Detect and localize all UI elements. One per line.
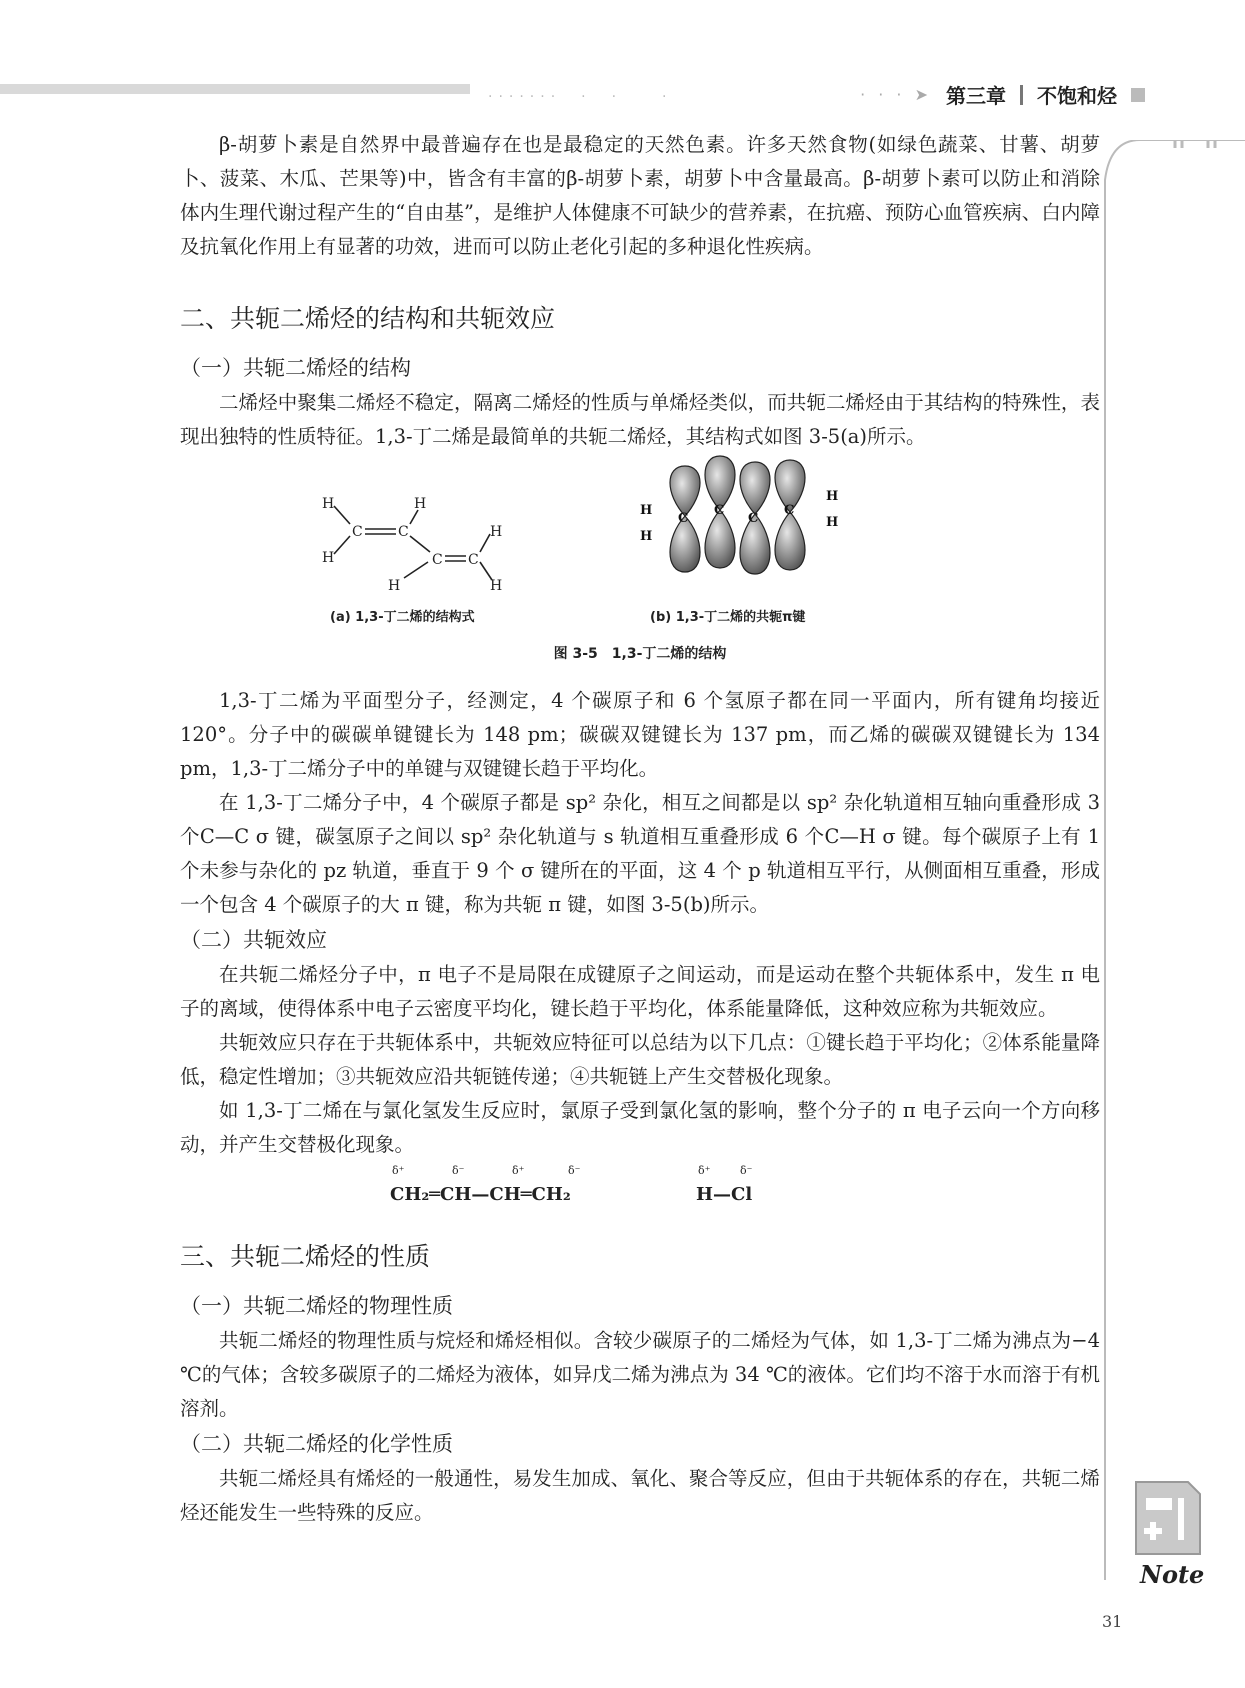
delta-minus-hcl: δ⁻ — [740, 1164, 753, 1177]
equation-butadiene: CH₂═CH—CH═CH₂ — [390, 1184, 571, 1205]
equation-hcl: H—Cl — [696, 1184, 753, 1205]
svg-text:C: C — [468, 552, 479, 568]
margin-curve — [1100, 140, 1245, 1580]
figure-title: 图 3-5 1,3-丁二烯的结构 — [553, 646, 727, 662]
header-separator — [1020, 85, 1023, 105]
note-icon — [1128, 1478, 1204, 1558]
subsection-4-heading: （二）共轭二烯烃的化学性质 — [180, 1432, 453, 1456]
delta-plus-2: δ⁺ — [512, 1164, 525, 1177]
svg-text:C: C — [784, 503, 795, 518]
svg-text:H: H — [490, 578, 503, 594]
page-number: 31 — [1102, 1612, 1123, 1631]
svg-text:H: H — [826, 489, 839, 504]
subsection-3-heading: （一）共轭二烯烃的物理性质 — [180, 1294, 453, 1318]
conjugation-example: 如 1,3-丁二烯在与氯化氢发生反应时，氯原子受到氯化氢的影响，整个分子的 π 电子云向一个方向移动，并产生交替极化现象。 — [180, 1099, 1100, 1156]
svg-text:H: H — [826, 515, 839, 530]
paragraph-butadiene-geometry: 1,3-丁二烯为平面型分子，经测定，4 个碳原子和 6 个氢原子都在同一平面内，所有键角均接近 120°。分子中的碳碳单键键长为 148 pm；碳碳双键键长为 137 pm，而乙烯的碳碳双键键长为 134 pm，1,3-丁二烯分子中的单键与双键键长趋于平均化。 — [180, 689, 1100, 780]
section-2-heading: 二、共轭二烯烃的结构和共轭效应 — [180, 304, 556, 333]
conjugation-definition: 在共轭二烯烃分子中，π 电子不是局限在成键原子之间运动，而是运动在整个共轭体系中，发生 π 电子的离域，使得体系中电子云密度平均化，键长趋于平均化，体系能量降低，这种效应称为共轭效应。 — [180, 963, 1100, 1020]
figure-3-5 — [180, 454, 1100, 684]
subsection-1-heading: （一）共轭二烯烃的结构 — [180, 356, 411, 380]
note-label: Note — [1140, 1560, 1205, 1589]
figure-caption-a: (a) 1,3-丁二烯的结构式 — [330, 610, 475, 625]
svg-text:H: H — [414, 496, 427, 512]
svg-text:C: C — [678, 511, 689, 526]
atom-h: H — [322, 496, 335, 512]
chapter-label: 第三章 — [946, 84, 1006, 108]
svg-text:H: H — [388, 578, 401, 594]
header-arrow-icon: · · · ➤ — [860, 85, 932, 104]
header-decor-dots: ······· · · · — [488, 89, 673, 105]
svg-text:C: C — [748, 511, 759, 526]
svg-text:C: C — [714, 503, 725, 518]
intro-paragraph: β-胡萝卜素是自然界中最普遍存在也是最稳定的天然色素。许多天然食物(如绿色蔬菜、甘薯、胡萝卜、菠菜、木瓜、芒果等)中，皆含有丰富的β-胡萝卜素，胡萝卜中含量最高。β-胡萝卜素可以防止和消除体内生理代谢过程产生的“自由基”，是维护人体健康不可缺少的营养素，在抗癌、预防心血管疾病、白内障及抗氧化作用上有显著的功效，进而可以防止老化引起的多种退化性疾病。 — [180, 133, 1100, 258]
delta-minus-1: δ⁻ — [452, 1164, 465, 1177]
svg-text:H: H — [490, 524, 503, 540]
running-header — [860, 80, 1145, 109]
section-3-heading: 三、共轭二烯烃的性质 — [180, 1242, 431, 1271]
svg-text:C: C — [352, 524, 363, 540]
header-decor-bar — [0, 84, 470, 94]
physical-properties-paragraph: 共轭二烯烃的物理性质与烷烃和烯烃相似。含较少碳原子的二烯烃为气体，如 1,3-丁二烯为沸点为−4 ℃的气体；含较多碳原子的二烯烃为液体，如异戊二烯为沸点为 34 ℃的液体。它们均不溶于水而溶于有机溶剂。 — [180, 1329, 1100, 1420]
butadiene-pi-orbitals — [640, 454, 850, 584]
figure-caption-b: (b) 1,3-丁二烯的共轭π键 — [650, 610, 806, 625]
chapter-title: 不饱和烃 — [1037, 84, 1117, 108]
svg-text:C: C — [432, 552, 443, 568]
header-square-icon — [1131, 88, 1145, 102]
delta-minus-2: δ⁻ — [568, 1164, 581, 1177]
svg-text:H: H — [640, 503, 653, 518]
chemical-properties-paragraph: 共轭二烯烃具有烯烃的一般通性，易发生加成、氧化、聚合等反应，但由于共轭体系的存在，共轭二烯烃还能发生一些特殊的反应。 — [180, 1467, 1100, 1524]
paragraph-hybridization: 在 1,3-丁二烯分子中，4 个碳原子都是 sp² 杂化，相互之间都是以 sp² 杂化轨道相互轴向重叠形成 3 个C—C σ 键，碳氢原子之间以 sp² 杂化轨道与 s 轨道相互重叠形成 6 个C—H σ 键。每个碳原子上有 1 个未参与杂化的 pz 轨道，垂直于 9 个 σ 键所在的平面，这 4 个 p 轨道相互平行，从侧面相互重叠，形成一个包含 4 个碳原子的大 π 键，称为共轭 π 键，如图 3-5(b)所示。 — [180, 791, 1100, 916]
delta-plus-hcl: δ⁺ — [698, 1164, 711, 1177]
svg-text:C: C — [398, 524, 409, 540]
subsection-1-paragraph: 二烯烃中聚集二烯烃不稳定，隔离二烯烃的性质与单烯烃类似，而共轭二烯烃由于其结构的特殊性，表现出独特的性质特征。1,3-丁二烯是最简单的共轭二烯烃，其结构式如图 3-5(a)所示。 — [180, 391, 1100, 448]
delta-plus-1: δ⁺ — [392, 1164, 405, 1177]
subsection-2-heading: （二）共轭效应 — [180, 928, 327, 952]
svg-text:H: H — [322, 550, 335, 566]
conjugation-features: 共轭效应只存在于共轭体系中，共轭效应特征可以总结为以下几点：①键长趋于平均化；②体系能量降低，稳定性增加；③共轭效应沿共轭链传递；④共轭链上产生交替极化现象。 — [180, 1031, 1100, 1088]
butadiene-structural-formula — [320, 494, 520, 604]
page-content — [180, 128, 1100, 1530]
svg-text:H: H — [640, 529, 653, 544]
polarization-equation — [180, 1162, 1100, 1224]
